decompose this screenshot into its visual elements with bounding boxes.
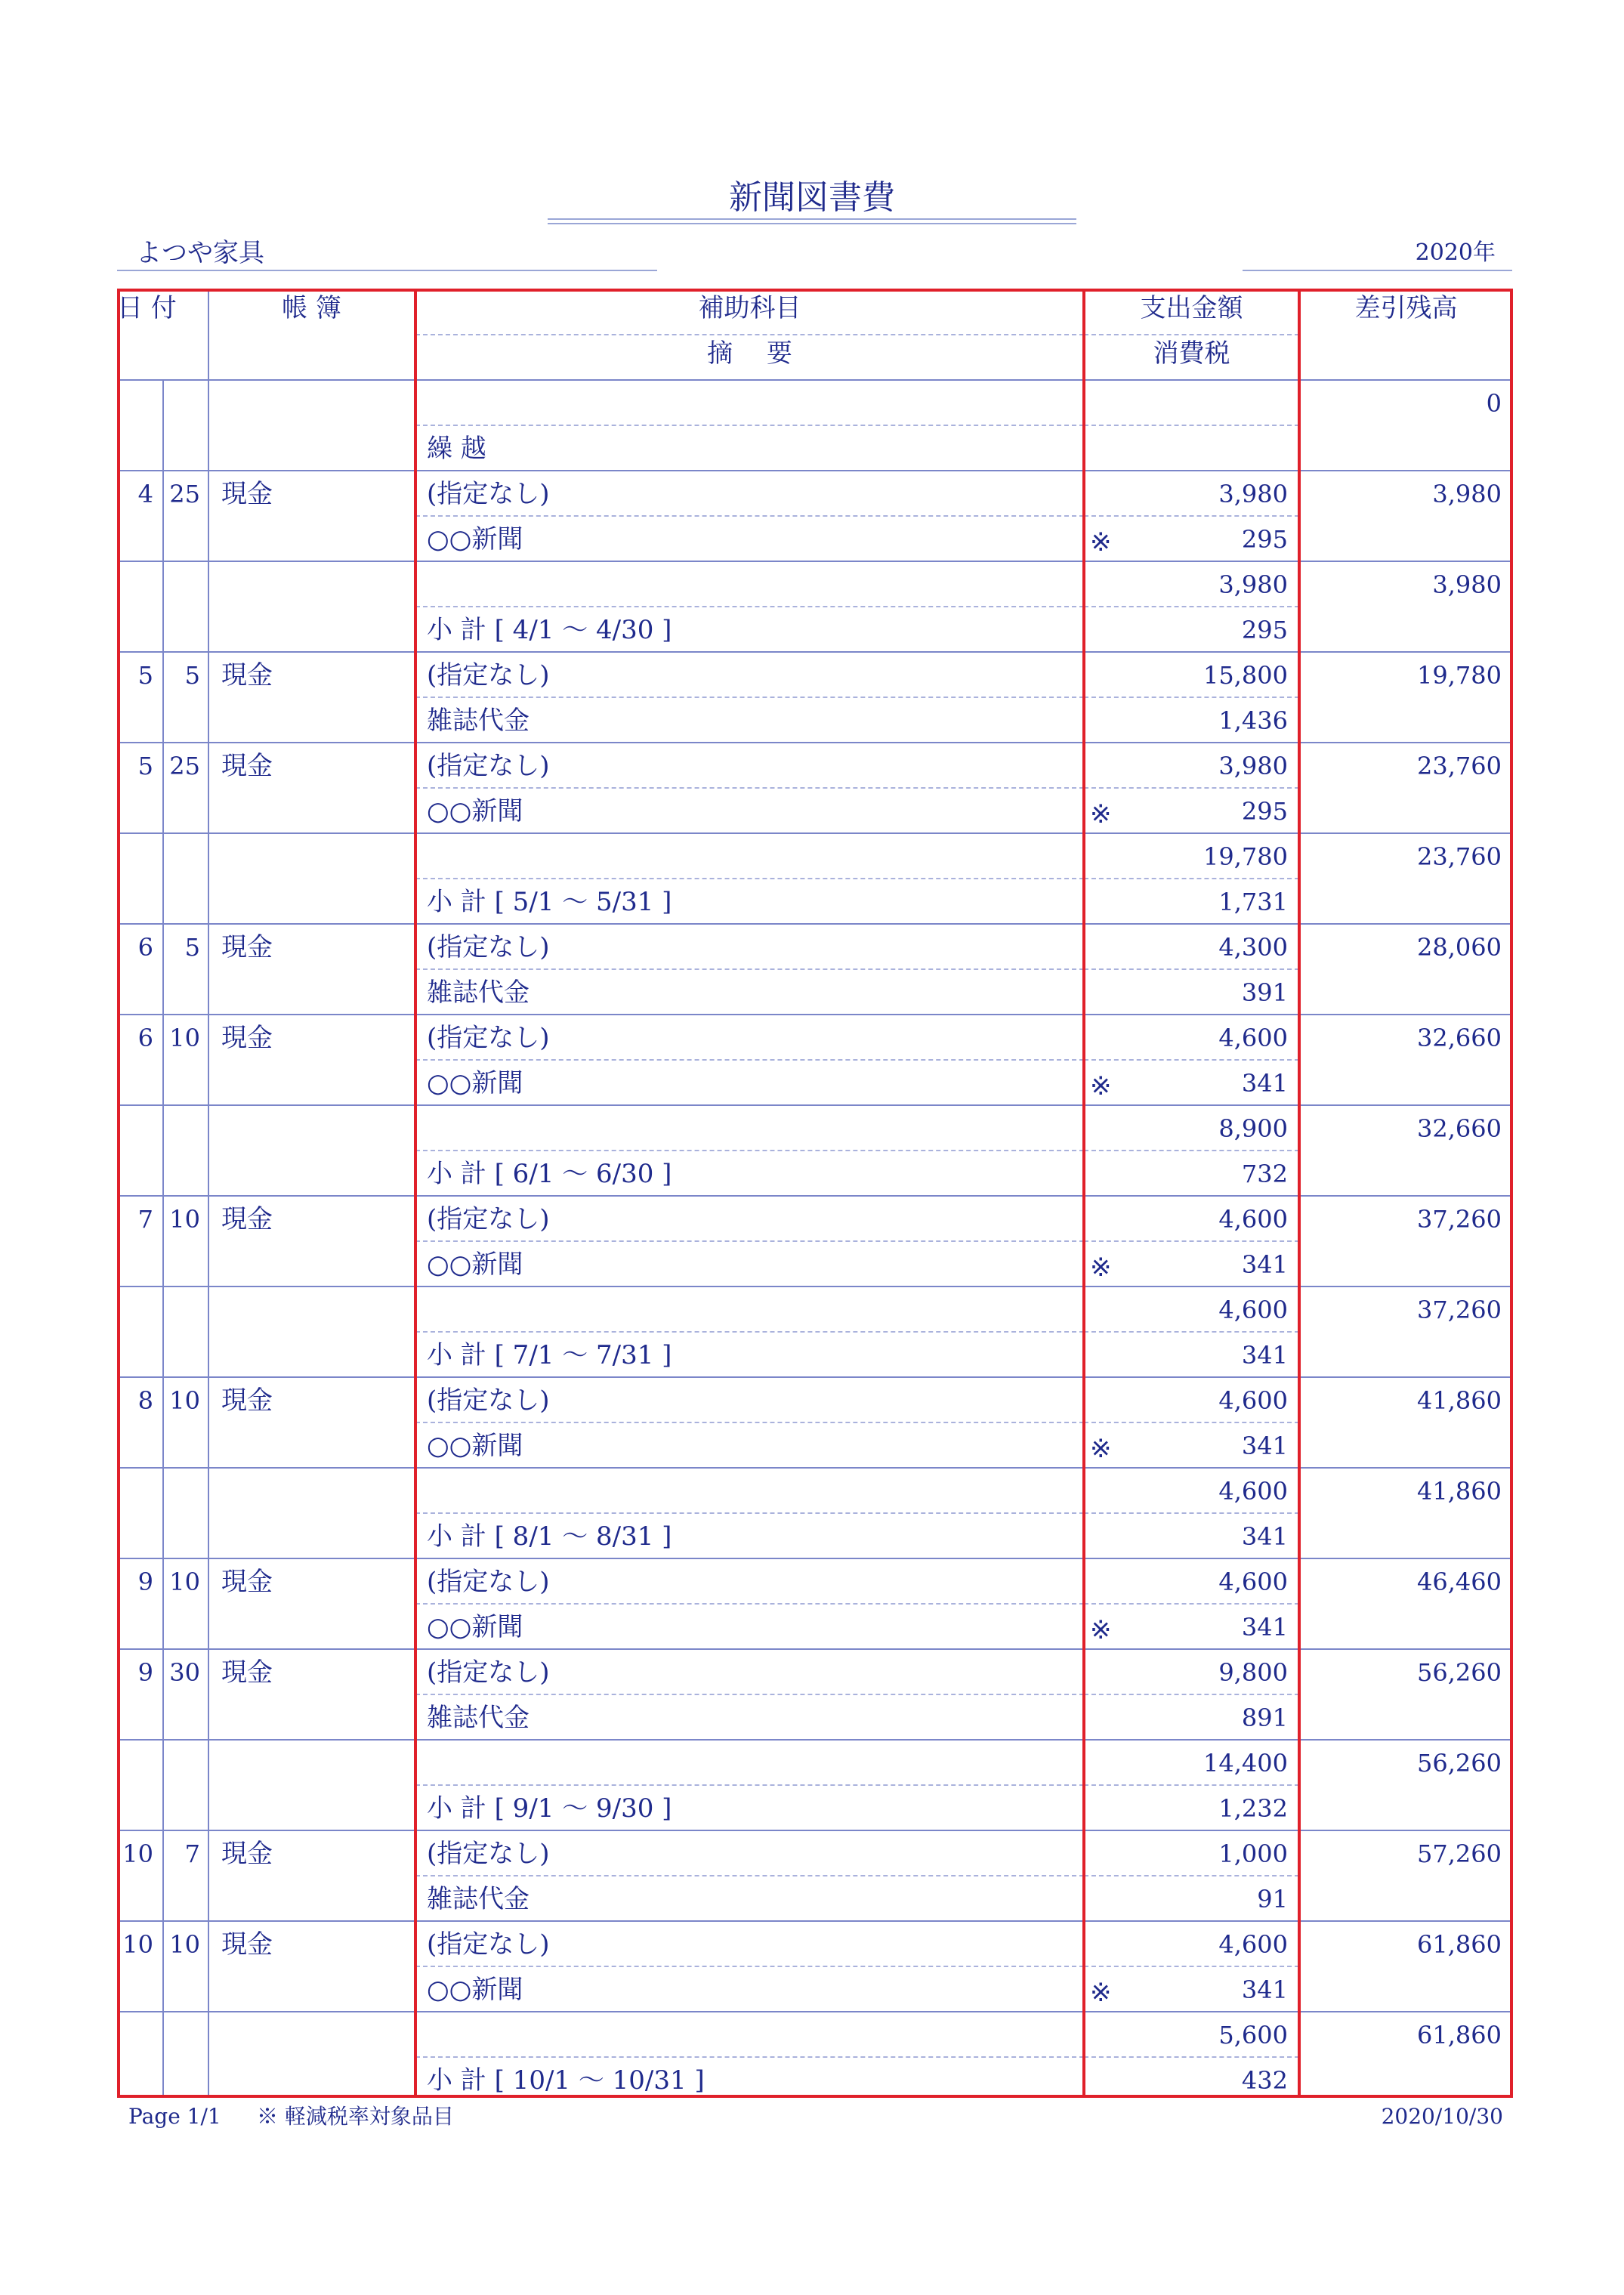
row-balance: 32,660: [1417, 1024, 1502, 1052]
row-amount: 5,600: [1218, 2021, 1288, 2049]
row-balance: 3,980: [1432, 480, 1502, 508]
row-tax: 1,436: [1218, 706, 1288, 735]
row-tax: 341: [1241, 1341, 1288, 1370]
row-tax: 341: [1241, 1613, 1288, 1642]
reduced-tax-mark: ※: [1090, 1071, 1112, 1101]
row-summary: ○○新聞: [427, 796, 523, 826]
row-tax: 341: [1241, 1522, 1288, 1551]
row-book: 現金: [221, 1204, 273, 1234]
header-balance: 差引残高: [1354, 293, 1458, 323]
title-underline: [548, 218, 1076, 224]
header-summary: 摘 要: [707, 338, 792, 369]
row-day: 25: [169, 752, 200, 780]
row-day: 7: [184, 1839, 200, 1868]
row-month: 7: [137, 1205, 153, 1234]
print-date: 2020/10/30: [1381, 2104, 1503, 2129]
row-tax: 891: [1241, 1703, 1288, 1732]
row-summary: 雑誌代金: [427, 1884, 529, 1914]
row-sub-account: (指定なし): [427, 751, 550, 781]
row-amount: 4,600: [1218, 1568, 1288, 1596]
row-month: 9: [137, 1568, 153, 1596]
row-amount: 3,980: [1218, 752, 1288, 780]
row-day: 25: [169, 480, 200, 508]
row-sub-account: (指定なし): [427, 1204, 550, 1234]
row-summary: 繰 越: [427, 434, 486, 464]
row-day: 10: [169, 1930, 200, 1959]
row-amount: 15,800: [1203, 661, 1288, 690]
row-book: 現金: [221, 660, 273, 690]
row-summary: 雑誌代金: [427, 1703, 529, 1733]
row-sub-account: (指定なし): [427, 1929, 550, 1960]
row-summary: 小 計 [ 6/1 ～ 6/30 ]: [427, 1159, 672, 1189]
row-balance: 28,060: [1417, 933, 1502, 962]
row-balance: 56,260: [1417, 1658, 1502, 1687]
row-book: 現金: [221, 751, 273, 781]
row-summary: 小 計 [ 9/1 ～ 9/30 ]: [427, 1793, 672, 1824]
row-amount: 4,600: [1218, 1930, 1288, 1959]
row-summary: ○○新聞: [427, 1249, 523, 1280]
row-balance: 61,860: [1417, 2021, 1502, 2049]
ledger-frame: [117, 289, 1513, 2098]
reduced-tax-mark: ※: [1090, 799, 1112, 829]
row-book: 現金: [221, 932, 273, 962]
row-balance: 37,260: [1417, 1296, 1502, 1324]
row-amount: 1,000: [1218, 1839, 1288, 1868]
row-sub-account: (指定なし): [427, 1567, 550, 1597]
row-month: 9: [137, 1658, 153, 1687]
row-balance: 46,460: [1417, 1568, 1502, 1596]
row-day: 10: [169, 1568, 200, 1596]
row-tax: 1,731: [1218, 888, 1288, 916]
row-summary: ○○新聞: [427, 1068, 523, 1098]
row-book: 現金: [221, 1385, 273, 1416]
page-number: Page 1/1: [128, 2104, 221, 2129]
row-book: 現金: [221, 1839, 273, 1869]
row-balance: 23,760: [1417, 842, 1502, 871]
document-title: 新聞図書費: [729, 178, 895, 217]
row-month: 4: [137, 480, 153, 508]
row-day: 5: [184, 661, 200, 690]
row-day: 5: [184, 933, 200, 962]
row-book: 現金: [221, 1929, 273, 1960]
row-balance: 23,760: [1417, 752, 1502, 780]
row-amount: 8,900: [1218, 1114, 1288, 1143]
row-summary: 小 計 [ 5/1 ～ 5/31 ]: [427, 887, 672, 917]
row-tax: 341: [1241, 1975, 1288, 2004]
row-tax: 295: [1241, 797, 1288, 826]
company-underline: [117, 270, 657, 271]
row-day: 10: [169, 1386, 200, 1415]
row-summary: 雑誌代金: [427, 706, 529, 736]
row-day: 10: [169, 1205, 200, 1234]
company-name: よつや家具: [136, 238, 264, 268]
row-amount: 14,400: [1203, 1749, 1288, 1778]
reduced-tax-mark: ※: [1090, 527, 1112, 558]
row-summary: 小 計 [ 10/1 ～ 10/31 ]: [427, 2065, 705, 2096]
row-balance: 37,260: [1417, 1205, 1502, 1234]
row-amount: 9,800: [1218, 1658, 1288, 1687]
row-sub-account: (指定なし): [427, 660, 550, 690]
row-amount: 4,600: [1218, 1024, 1288, 1052]
row-month: 5: [137, 752, 153, 780]
row-amount: 4,600: [1218, 1296, 1288, 1324]
row-sub-account: (指定なし): [427, 1385, 550, 1416]
row-amount: 4,300: [1218, 933, 1288, 962]
row-sub-account: (指定なし): [427, 1657, 550, 1688]
reduced-tax-note: ※ 軽減税率対象品目: [257, 2104, 454, 2129]
row-tax: 295: [1241, 616, 1288, 644]
reduced-tax-mark: ※: [1090, 1615, 1112, 1645]
row-month: 8: [137, 1386, 153, 1415]
row-amount: 3,980: [1218, 570, 1288, 599]
header-date: 日 付: [117, 293, 177, 323]
reduced-tax-mark: ※: [1090, 1253, 1112, 1283]
row-day: 30: [169, 1658, 200, 1687]
row-sub-account: (指定なし): [427, 1023, 550, 1053]
row-summary: 雑誌代金: [427, 978, 529, 1008]
row-balance: 0: [1486, 389, 1502, 418]
row-amount: 19,780: [1203, 842, 1288, 871]
header-sub-account: 補助科目: [698, 293, 801, 323]
row-tax: 391: [1241, 978, 1288, 1007]
row-balance: 3,980: [1432, 570, 1502, 599]
row-summary: 小 計 [ 8/1 ～ 8/31 ]: [427, 1521, 672, 1552]
row-balance: 61,860: [1417, 1930, 1502, 1959]
row-amount: 4,600: [1218, 1386, 1288, 1415]
row-tax: 341: [1241, 1432, 1288, 1460]
header-amount: 支出金額: [1140, 293, 1243, 323]
row-sub-account: (指定なし): [427, 932, 550, 962]
fiscal-year: 2020年: [1415, 239, 1496, 266]
row-tax: 1,232: [1218, 1794, 1288, 1823]
row-sub-account: (指定なし): [427, 479, 550, 509]
row-sub-account: (指定なし): [427, 1839, 550, 1869]
row-balance: 41,860: [1417, 1386, 1502, 1415]
row-summary: ○○新聞: [427, 1431, 523, 1461]
row-summary: 小 計 [ 4/1 ～ 4/30 ]: [427, 615, 672, 645]
year-underline: [1243, 270, 1512, 271]
row-book: 現金: [221, 1567, 273, 1597]
row-balance: 56,260: [1417, 1749, 1502, 1778]
row-balance: 32,660: [1417, 1114, 1502, 1143]
row-amount: 4,600: [1218, 1205, 1288, 1234]
row-balance: 57,260: [1417, 1839, 1502, 1868]
row-balance: 41,860: [1417, 1477, 1502, 1506]
row-amount: 4,600: [1218, 1477, 1288, 1506]
row-tax: 432: [1241, 2066, 1288, 2095]
reduced-tax-mark: ※: [1090, 1434, 1112, 1464]
row-tax: 732: [1241, 1160, 1288, 1188]
row-summary: ○○新聞: [427, 1612, 523, 1642]
row-month: 10: [122, 1839, 153, 1868]
row-tax: 341: [1241, 1069, 1288, 1098]
row-balance: 19,780: [1417, 661, 1502, 690]
ledger-table: [117, 289, 1513, 2098]
header-book: 帳 簿: [282, 293, 341, 323]
row-day: 10: [169, 1024, 200, 1052]
row-summary: 小 計 [ 7/1 ～ 7/31 ]: [427, 1340, 672, 1370]
row-summary: ○○新聞: [427, 524, 523, 554]
row-amount: 3,980: [1218, 480, 1288, 508]
row-tax: 341: [1241, 1250, 1288, 1279]
row-tax: 91: [1257, 1885, 1288, 1914]
row-month: 10: [122, 1930, 153, 1959]
row-month: 5: [137, 661, 153, 690]
reduced-tax-mark: ※: [1090, 1978, 1112, 2008]
row-summary: ○○新聞: [427, 1975, 523, 2005]
row-book: 現金: [221, 479, 273, 509]
row-month: 6: [137, 933, 153, 962]
row-tax: 295: [1241, 525, 1288, 554]
row-book: 現金: [221, 1657, 273, 1688]
row-month: 6: [137, 1024, 153, 1052]
row-book: 現金: [221, 1023, 273, 1053]
header-tax: 消費税: [1153, 338, 1230, 369]
